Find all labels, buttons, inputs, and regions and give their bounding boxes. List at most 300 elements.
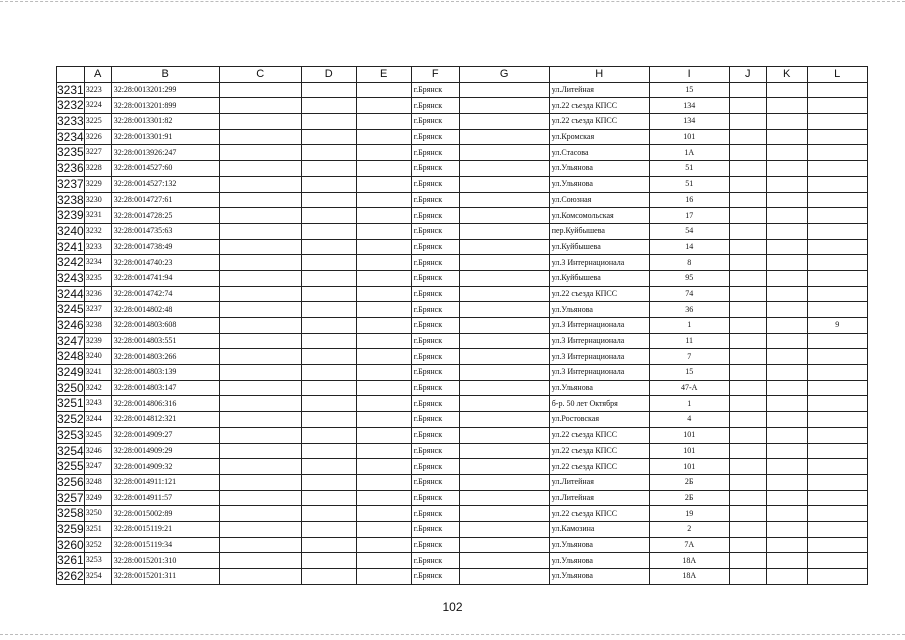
cell-e[interactable] [356, 255, 411, 271]
cell-g[interactable] [459, 161, 549, 177]
row-number[interactable]: 3247 [57, 333, 84, 348]
cell-g[interactable] [459, 474, 549, 490]
cell-a[interactable]: 3223 [84, 82, 111, 98]
cell-d[interactable] [301, 286, 356, 302]
cell-j[interactable] [729, 302, 766, 318]
cell-i[interactable]: 101 [649, 443, 729, 459]
cell-l[interactable] [807, 129, 867, 145]
cell-g[interactable] [459, 569, 549, 585]
cell-d[interactable] [301, 82, 356, 98]
cell-l[interactable] [807, 396, 867, 412]
cell-c[interactable] [219, 412, 301, 428]
column-header-b[interactable]: B [111, 67, 219, 83]
cell-d[interactable] [301, 569, 356, 585]
cell-l[interactable]: 9 [807, 318, 867, 334]
cell-i[interactable]: 18А [649, 569, 729, 585]
cell-j[interactable] [729, 208, 766, 224]
cell-f[interactable]: г.Брянск [411, 459, 459, 475]
cell-c[interactable] [219, 239, 301, 255]
cell-f[interactable]: г.Брянск [411, 333, 459, 349]
cell-j[interactable] [729, 490, 766, 506]
cell-c[interactable] [219, 443, 301, 459]
cell-h[interactable]: ул.3 Интернационала [549, 318, 649, 334]
cell-h[interactable]: ул.22 съезда КПСС [549, 443, 649, 459]
cell-h[interactable]: ул.Камозина [549, 521, 649, 537]
cell-d[interactable] [301, 208, 356, 224]
cell-e[interactable] [356, 82, 411, 98]
cell-g[interactable] [459, 98, 549, 114]
column-header-k[interactable]: K [766, 67, 807, 83]
cell-j[interactable] [729, 521, 766, 537]
cell-c[interactable] [219, 349, 301, 365]
cell-k[interactable] [766, 427, 807, 443]
cell-c[interactable] [219, 223, 301, 239]
cell-f[interactable]: г.Брянск [411, 318, 459, 334]
cell-a[interactable]: 3239 [84, 333, 111, 349]
cell-e[interactable] [356, 270, 411, 286]
cell-l[interactable] [807, 537, 867, 553]
cell-c[interactable] [219, 286, 301, 302]
cell-k[interactable] [766, 537, 807, 553]
row-number[interactable]: 3236 [57, 161, 84, 176]
cell-h[interactable]: ул.22 съезда КПСС [549, 286, 649, 302]
cell-d[interactable] [301, 474, 356, 490]
cell-d[interactable] [301, 427, 356, 443]
row-number[interactable]: 3241 [57, 239, 84, 254]
cell-h[interactable]: ул.Ульянова [549, 176, 649, 192]
cell-i[interactable]: 8 [649, 255, 729, 271]
cell-d[interactable] [301, 553, 356, 569]
cell-b[interactable]: 32:28:0014803:147 [111, 380, 219, 396]
cell-a[interactable]: 3247 [84, 459, 111, 475]
cell-l[interactable] [807, 270, 867, 286]
cell-g[interactable] [459, 412, 549, 428]
column-header-a[interactable]: A [84, 67, 111, 83]
column-header-g[interactable]: G [459, 67, 549, 83]
cell-k[interactable] [766, 490, 807, 506]
cell-i[interactable]: 1А [649, 145, 729, 161]
cell-j[interactable] [729, 365, 766, 381]
cell-l[interactable] [807, 302, 867, 318]
row-number[interactable]: 3245 [57, 302, 84, 317]
cell-j[interactable] [729, 537, 766, 553]
column-header-j[interactable]: J [729, 67, 766, 83]
cell-b[interactable]: 32:28:0013301:82 [111, 114, 219, 130]
cell-d[interactable] [301, 145, 356, 161]
cell-d[interactable] [301, 98, 356, 114]
cell-d[interactable] [301, 318, 356, 334]
cell-e[interactable] [356, 318, 411, 334]
cell-l[interactable] [807, 333, 867, 349]
cell-c[interactable] [219, 318, 301, 334]
cell-e[interactable] [356, 161, 411, 177]
cell-j[interactable] [729, 333, 766, 349]
cell-j[interactable] [729, 396, 766, 412]
cell-d[interactable] [301, 506, 356, 522]
row-number[interactable]: 3256 [57, 474, 84, 489]
cell-l[interactable] [807, 553, 867, 569]
cell-b[interactable]: 32:28:0014527:60 [111, 161, 219, 177]
cell-c[interactable] [219, 176, 301, 192]
cell-g[interactable] [459, 396, 549, 412]
cell-k[interactable] [766, 98, 807, 114]
cell-d[interactable] [301, 223, 356, 239]
cell-k[interactable] [766, 569, 807, 585]
cell-k[interactable] [766, 208, 807, 224]
cell-b[interactable]: 32:28:0015201:311 [111, 569, 219, 585]
cell-a[interactable]: 3226 [84, 129, 111, 145]
cell-d[interactable] [301, 255, 356, 271]
cell-g[interactable] [459, 553, 549, 569]
cell-h[interactable]: ул.Литейная [549, 490, 649, 506]
cell-b[interactable]: 32:28:0014740:23 [111, 255, 219, 271]
cell-f[interactable]: г.Брянск [411, 443, 459, 459]
cell-f[interactable]: г.Брянск [411, 286, 459, 302]
cell-c[interactable] [219, 114, 301, 130]
cell-g[interactable] [459, 490, 549, 506]
cell-h[interactable]: ул.Куйбышева [549, 270, 649, 286]
cell-b[interactable]: 32:28:0014803:551 [111, 333, 219, 349]
cell-b[interactable]: 32:28:0013201:899 [111, 98, 219, 114]
cell-h[interactable]: ул.Ульянова [549, 553, 649, 569]
row-number[interactable]: 3261 [57, 553, 84, 568]
cell-a[interactable]: 3228 [84, 161, 111, 177]
cell-g[interactable] [459, 223, 549, 239]
cell-a[interactable]: 3252 [84, 537, 111, 553]
cell-b[interactable]: 32:28:0015119:21 [111, 521, 219, 537]
cell-d[interactable] [301, 537, 356, 553]
cell-l[interactable] [807, 208, 867, 224]
cell-e[interactable] [356, 412, 411, 428]
cell-k[interactable] [766, 318, 807, 334]
cell-l[interactable] [807, 192, 867, 208]
cell-c[interactable] [219, 98, 301, 114]
row-number[interactable]: 3243 [57, 270, 84, 285]
cell-e[interactable] [356, 129, 411, 145]
cell-i[interactable]: 51 [649, 176, 729, 192]
cell-h[interactable]: ул.3 Интернационала [549, 365, 649, 381]
cell-a[interactable]: 3243 [84, 396, 111, 412]
cell-g[interactable] [459, 333, 549, 349]
row-number[interactable]: 3249 [57, 365, 84, 380]
cell-c[interactable] [219, 333, 301, 349]
cell-b[interactable]: 32:28:0014806:316 [111, 396, 219, 412]
cell-j[interactable] [729, 161, 766, 177]
cell-f[interactable]: г.Брянск [411, 365, 459, 381]
cell-i[interactable]: 2Б [649, 490, 729, 506]
cell-f[interactable]: г.Брянск [411, 255, 459, 271]
cell-k[interactable] [766, 145, 807, 161]
cell-e[interactable] [356, 239, 411, 255]
cell-h[interactable]: ул.Ульянова [549, 569, 649, 585]
cell-l[interactable] [807, 474, 867, 490]
cell-h[interactable]: ул.3 Интернационала [549, 333, 649, 349]
cell-l[interactable] [807, 145, 867, 161]
cell-j[interactable] [729, 98, 766, 114]
cell-g[interactable] [459, 506, 549, 522]
cell-e[interactable] [356, 223, 411, 239]
cell-f[interactable]: г.Брянск [411, 506, 459, 522]
cell-c[interactable] [219, 255, 301, 271]
cell-g[interactable] [459, 176, 549, 192]
cell-g[interactable] [459, 427, 549, 443]
cell-f[interactable]: г.Брянск [411, 223, 459, 239]
cell-f[interactable]: г.Брянск [411, 98, 459, 114]
cell-c[interactable] [219, 82, 301, 98]
cell-i[interactable]: 134 [649, 98, 729, 114]
row-number[interactable]: 3244 [57, 286, 84, 301]
row-number[interactable]: 3231 [57, 82, 84, 97]
cell-g[interactable] [459, 114, 549, 130]
row-number[interactable]: 3262 [57, 569, 84, 583]
row-number[interactable]: 3248 [57, 349, 84, 364]
cell-k[interactable] [766, 474, 807, 490]
cell-c[interactable] [219, 537, 301, 553]
cell-f[interactable]: г.Брянск [411, 239, 459, 255]
cell-a[interactable]: 3253 [84, 553, 111, 569]
cell-i[interactable]: 101 [649, 427, 729, 443]
cell-f[interactable]: г.Брянск [411, 176, 459, 192]
cell-e[interactable] [356, 459, 411, 475]
cell-e[interactable] [356, 474, 411, 490]
cell-e[interactable] [356, 490, 411, 506]
cell-g[interactable] [459, 82, 549, 98]
cell-e[interactable] [356, 521, 411, 537]
cell-h[interactable]: ул.Литейная [549, 82, 649, 98]
cell-f[interactable]: г.Брянск [411, 82, 459, 98]
column-header-d[interactable]: D [301, 67, 356, 83]
cell-i[interactable]: 17 [649, 208, 729, 224]
cell-k[interactable] [766, 286, 807, 302]
cell-a[interactable]: 3240 [84, 349, 111, 365]
cell-a[interactable]: 3248 [84, 474, 111, 490]
cell-a[interactable]: 3232 [84, 223, 111, 239]
cell-d[interactable] [301, 490, 356, 506]
row-number[interactable]: 3255 [57, 459, 84, 474]
cell-h[interactable]: ул.Союзная [549, 192, 649, 208]
cell-e[interactable] [356, 506, 411, 522]
cell-i[interactable]: 7А [649, 537, 729, 553]
cell-c[interactable] [219, 302, 301, 318]
cell-g[interactable] [459, 380, 549, 396]
cell-b[interactable]: 32:28:0014527:132 [111, 176, 219, 192]
cell-e[interactable] [356, 553, 411, 569]
cell-i[interactable]: 95 [649, 270, 729, 286]
cell-f[interactable]: г.Брянск [411, 553, 459, 569]
cell-g[interactable] [459, 459, 549, 475]
cell-l[interactable] [807, 506, 867, 522]
cell-e[interactable] [356, 286, 411, 302]
cell-f[interactable]: г.Брянск [411, 427, 459, 443]
cell-d[interactable] [301, 161, 356, 177]
cell-d[interactable] [301, 114, 356, 130]
cell-i[interactable]: 16 [649, 192, 729, 208]
cell-j[interactable] [729, 270, 766, 286]
cell-c[interactable] [219, 569, 301, 585]
cell-h[interactable]: ул.Стасова [549, 145, 649, 161]
cell-j[interactable] [729, 192, 766, 208]
cell-l[interactable] [807, 521, 867, 537]
row-number[interactable]: 3237 [57, 176, 84, 191]
column-header-l[interactable]: L [807, 67, 867, 83]
cell-l[interactable] [807, 490, 867, 506]
cell-j[interactable] [729, 474, 766, 490]
cell-g[interactable] [459, 537, 549, 553]
cell-l[interactable] [807, 380, 867, 396]
row-number[interactable]: 3232 [57, 98, 84, 113]
cell-b[interactable]: 32:28:0014911:121 [111, 474, 219, 490]
column-header-c[interactable]: C [219, 67, 301, 83]
cell-e[interactable] [356, 176, 411, 192]
cell-d[interactable] [301, 192, 356, 208]
cell-d[interactable] [301, 459, 356, 475]
cell-c[interactable] [219, 490, 301, 506]
row-number[interactable]: 3250 [57, 380, 84, 395]
cell-k[interactable] [766, 443, 807, 459]
cell-b[interactable]: 32:28:0014812:321 [111, 412, 219, 428]
cell-e[interactable] [356, 569, 411, 585]
cell-d[interactable] [301, 443, 356, 459]
cell-h[interactable]: ул.Куйбышева [549, 239, 649, 255]
cell-g[interactable] [459, 302, 549, 318]
cell-h[interactable]: ул.22 съезда КПСС [549, 427, 649, 443]
column-header-f[interactable]: F [411, 67, 459, 83]
cell-f[interactable]: г.Брянск [411, 114, 459, 130]
cell-a[interactable]: 3235 [84, 270, 111, 286]
cell-c[interactable] [219, 427, 301, 443]
cell-b[interactable]: 32:28:0014802:48 [111, 302, 219, 318]
cell-l[interactable] [807, 443, 867, 459]
cell-c[interactable] [219, 506, 301, 522]
cell-k[interactable] [766, 255, 807, 271]
cell-i[interactable]: 11 [649, 333, 729, 349]
cell-e[interactable] [356, 537, 411, 553]
cell-a[interactable]: 3229 [84, 176, 111, 192]
cell-b[interactable]: 32:28:0014909:29 [111, 443, 219, 459]
cell-h[interactable]: ул.Кромская [549, 129, 649, 145]
cell-a[interactable]: 3251 [84, 521, 111, 537]
cell-h[interactable]: ул.22 съезда КПСС [549, 459, 649, 475]
cell-l[interactable] [807, 82, 867, 98]
cell-d[interactable] [301, 396, 356, 412]
row-number[interactable]: 3246 [57, 318, 84, 332]
cell-i[interactable]: 74 [649, 286, 729, 302]
cell-c[interactable] [219, 380, 301, 396]
cell-g[interactable] [459, 286, 549, 302]
cell-g[interactable] [459, 192, 549, 208]
cell-i[interactable]: 2Б [649, 474, 729, 490]
cell-j[interactable] [729, 318, 766, 334]
cell-d[interactable] [301, 129, 356, 145]
cell-i[interactable]: 15 [649, 82, 729, 98]
cell-j[interactable] [729, 223, 766, 239]
cell-e[interactable] [356, 427, 411, 443]
cell-g[interactable] [459, 270, 549, 286]
cell-d[interactable] [301, 365, 356, 381]
row-number[interactable]: 3242 [57, 255, 84, 270]
row-number[interactable]: 3254 [57, 443, 84, 458]
cell-d[interactable] [301, 239, 356, 255]
cell-j[interactable] [729, 459, 766, 475]
cell-k[interactable] [766, 270, 807, 286]
cell-h[interactable]: ул.22 съезда КПСС [549, 98, 649, 114]
cell-j[interactable] [729, 176, 766, 192]
cell-j[interactable] [729, 255, 766, 271]
cell-f[interactable]: г.Брянск [411, 521, 459, 537]
cell-h[interactable]: ул.Комсомольская [549, 208, 649, 224]
cell-k[interactable] [766, 506, 807, 522]
cell-k[interactable] [766, 412, 807, 428]
cell-d[interactable] [301, 270, 356, 286]
cell-h[interactable]: ул.Ульянова [549, 161, 649, 177]
cell-j[interactable] [729, 114, 766, 130]
cell-d[interactable] [301, 521, 356, 537]
cell-a[interactable]: 3254 [84, 569, 111, 585]
cell-a[interactable]: 3230 [84, 192, 111, 208]
cell-c[interactable] [219, 396, 301, 412]
cell-e[interactable] [356, 192, 411, 208]
cell-a[interactable]: 3237 [84, 302, 111, 318]
cell-h[interactable]: ул.22 съезда КПСС [549, 506, 649, 522]
cell-h[interactable]: ул.Ульянова [549, 302, 649, 318]
cell-e[interactable] [356, 443, 411, 459]
cell-b[interactable]: 32:28:0014803:139 [111, 365, 219, 381]
cell-j[interactable] [729, 412, 766, 428]
cell-i[interactable]: 19 [649, 506, 729, 522]
cell-h[interactable]: ул.3 Интернационала [549, 349, 649, 365]
cell-j[interactable] [729, 129, 766, 145]
cell-i[interactable]: 101 [649, 459, 729, 475]
cell-j[interactable] [729, 349, 766, 365]
cell-h[interactable]: пер.Куйбышева [549, 223, 649, 239]
cell-f[interactable]: г.Брянск [411, 474, 459, 490]
cell-b[interactable]: 32:28:0014911:57 [111, 490, 219, 506]
cell-c[interactable] [219, 161, 301, 177]
cell-f[interactable]: г.Брянск [411, 380, 459, 396]
corner-cell[interactable] [57, 67, 85, 83]
cell-i[interactable]: 15 [649, 365, 729, 381]
cell-g[interactable] [459, 239, 549, 255]
cell-l[interactable] [807, 459, 867, 475]
cell-c[interactable] [219, 459, 301, 475]
cell-e[interactable] [356, 349, 411, 365]
row-number[interactable]: 3260 [57, 537, 84, 552]
cell-j[interactable] [729, 443, 766, 459]
cell-l[interactable] [807, 223, 867, 239]
cell-f[interactable]: г.Брянск [411, 490, 459, 506]
cell-f[interactable]: г.Брянск [411, 192, 459, 208]
cell-g[interactable] [459, 365, 549, 381]
cell-h[interactable]: ул.3 Интернационала [549, 255, 649, 271]
cell-b[interactable]: 32:28:0014738:49 [111, 239, 219, 255]
cell-a[interactable]: 3238 [84, 318, 111, 334]
cell-a[interactable]: 3246 [84, 443, 111, 459]
cell-j[interactable] [729, 427, 766, 443]
cell-i[interactable]: 101 [649, 129, 729, 145]
cell-l[interactable] [807, 412, 867, 428]
cell-k[interactable] [766, 380, 807, 396]
cell-c[interactable] [219, 192, 301, 208]
cell-a[interactable]: 3231 [84, 208, 111, 224]
cell-h[interactable]: ул.Ульянова [549, 537, 649, 553]
cell-a[interactable]: 3225 [84, 114, 111, 130]
cell-a[interactable]: 3227 [84, 145, 111, 161]
cell-a[interactable]: 3234 [84, 255, 111, 271]
cell-i[interactable]: 7 [649, 349, 729, 365]
cell-j[interactable] [729, 239, 766, 255]
cell-e[interactable] [356, 333, 411, 349]
cell-b[interactable]: 32:28:0014909:32 [111, 459, 219, 475]
